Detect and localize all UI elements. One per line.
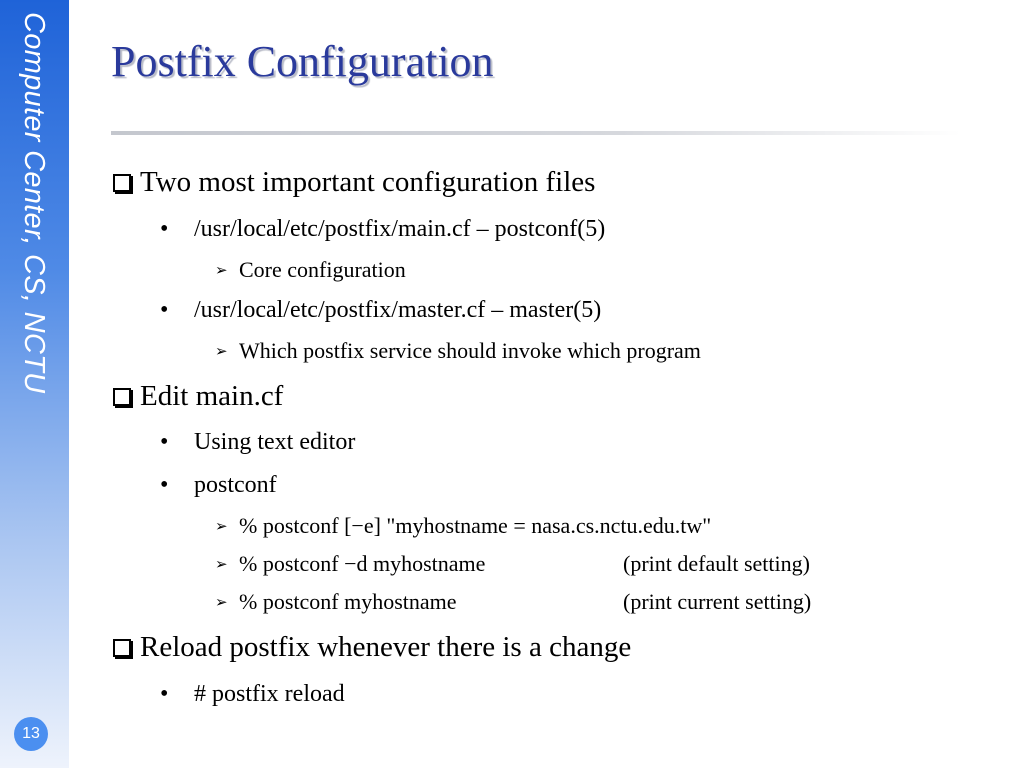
bullet-level2 (160, 429, 355, 456)
bullet-level3 (215, 338, 701, 364)
sidebar-text: Computer Center, CS, NCTU (18, 12, 50, 394)
arrow-bullet-icon: ➢ (215, 342, 228, 360)
bullet-level2 (160, 216, 605, 243)
bullet-text: Two most important configuration files (140, 166, 596, 198)
bullet-text: % postconf [−e] "myhostname = nasa.cs.nctu.edu.tw" (239, 513, 712, 538)
checkbox-bullet-icon (113, 639, 131, 657)
dot-bullet-icon: • (160, 681, 169, 707)
bullet-level3 (215, 551, 485, 577)
bullet-text: % postconf myhostname (239, 589, 457, 614)
bullet-text: # postfix reload (194, 681, 345, 707)
bullet-level3 (215, 513, 711, 539)
bullet-text: Using text editor (194, 429, 356, 455)
slide-title: Postfix Configuration (111, 37, 494, 86)
bullet-note: (print default setting) (623, 551, 810, 576)
page-number-badge: 13 (14, 717, 48, 751)
dot-bullet-icon: • (160, 472, 169, 498)
checkbox-bullet-icon (113, 388, 131, 406)
bullet-level2 (160, 472, 277, 499)
arrow-bullet-icon: ➢ (215, 555, 228, 573)
dot-bullet-icon: • (160, 429, 169, 455)
bullet-text: % postconf −d myhostname (239, 551, 486, 576)
dot-bullet-icon: • (160, 297, 169, 323)
bullet-level1 (113, 631, 631, 664)
bullet-text: Edit main.cf (140, 380, 284, 412)
bullet-text: Reload postfix whenever there is a change (140, 631, 632, 663)
title-divider (111, 131, 961, 135)
bullet-text: /usr/local/etc/postfix/master.cf – master(5) (194, 297, 602, 323)
arrow-bullet-icon: ➢ (215, 517, 228, 535)
bullet-note: (print current setting) (623, 589, 812, 614)
bullet-text: Core configuration (239, 257, 406, 282)
bullet-level3 (215, 589, 457, 615)
bullet-text: Which postfix service should invoke which program (239, 338, 701, 363)
sidebar-banner (0, 0, 69, 768)
arrow-bullet-icon: ➢ (215, 261, 228, 279)
bullet-level2 (160, 681, 345, 708)
bullet-level3 (215, 257, 406, 283)
arrow-bullet-icon: ➢ (215, 593, 228, 611)
checkbox-bullet-icon (113, 174, 131, 192)
bullet-level1 (113, 380, 283, 413)
bullet-text: /usr/local/etc/postfix/main.cf – postconf(5) (194, 216, 606, 242)
bullet-level1 (113, 166, 595, 199)
bullet-text: postconf (194, 472, 277, 498)
dot-bullet-icon: • (160, 216, 169, 242)
bullet-level2 (160, 297, 601, 324)
